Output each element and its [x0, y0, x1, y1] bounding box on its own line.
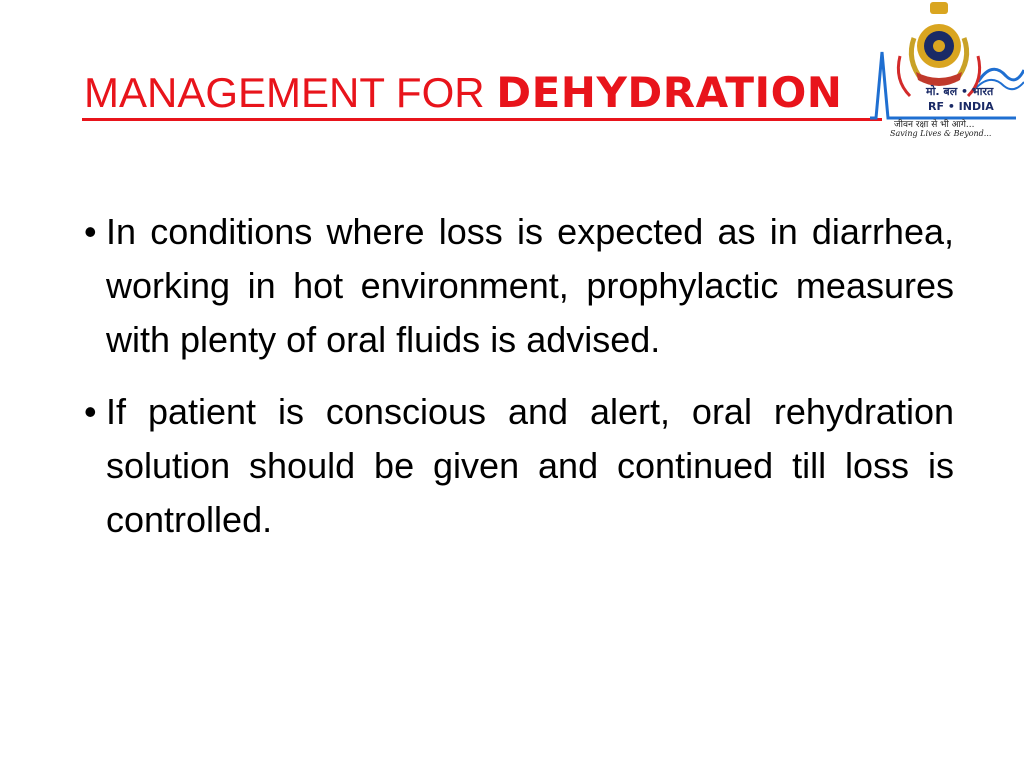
bullet-item	[84, 205, 954, 367]
bullet-dot-icon: •	[84, 211, 97, 252]
logo-hindi-motto: जीवन रक्षा से भी आगे...	[894, 120, 975, 130]
title-prefix: MANAGEMENT FOR	[84, 69, 497, 116]
logo-ndrf-text: RF • INDIA	[928, 100, 994, 113]
bullet-item	[84, 385, 954, 547]
logo-motto: Saving Lives & Beyond...	[890, 129, 992, 138]
bullet-dot-icon: •	[84, 391, 97, 432]
ndrf-logo	[866, 0, 1024, 145]
slide-title	[84, 68, 843, 117]
title-underline	[82, 118, 882, 121]
title-emphasis: DEHYDRATION	[496, 68, 843, 117]
bullet-list	[84, 205, 954, 547]
bullet-text: In conditions where loss is expected as in diarrhea, working in hot environment, prophylactic measures with plenty of oral fluids is advised.	[106, 211, 954, 360]
bullet-text: If patient is conscious and alert, oral rehydration solution should be given and continued till loss is controlled.	[106, 391, 954, 540]
logo-hindi-text: मो. बल • भारत	[926, 85, 994, 98]
